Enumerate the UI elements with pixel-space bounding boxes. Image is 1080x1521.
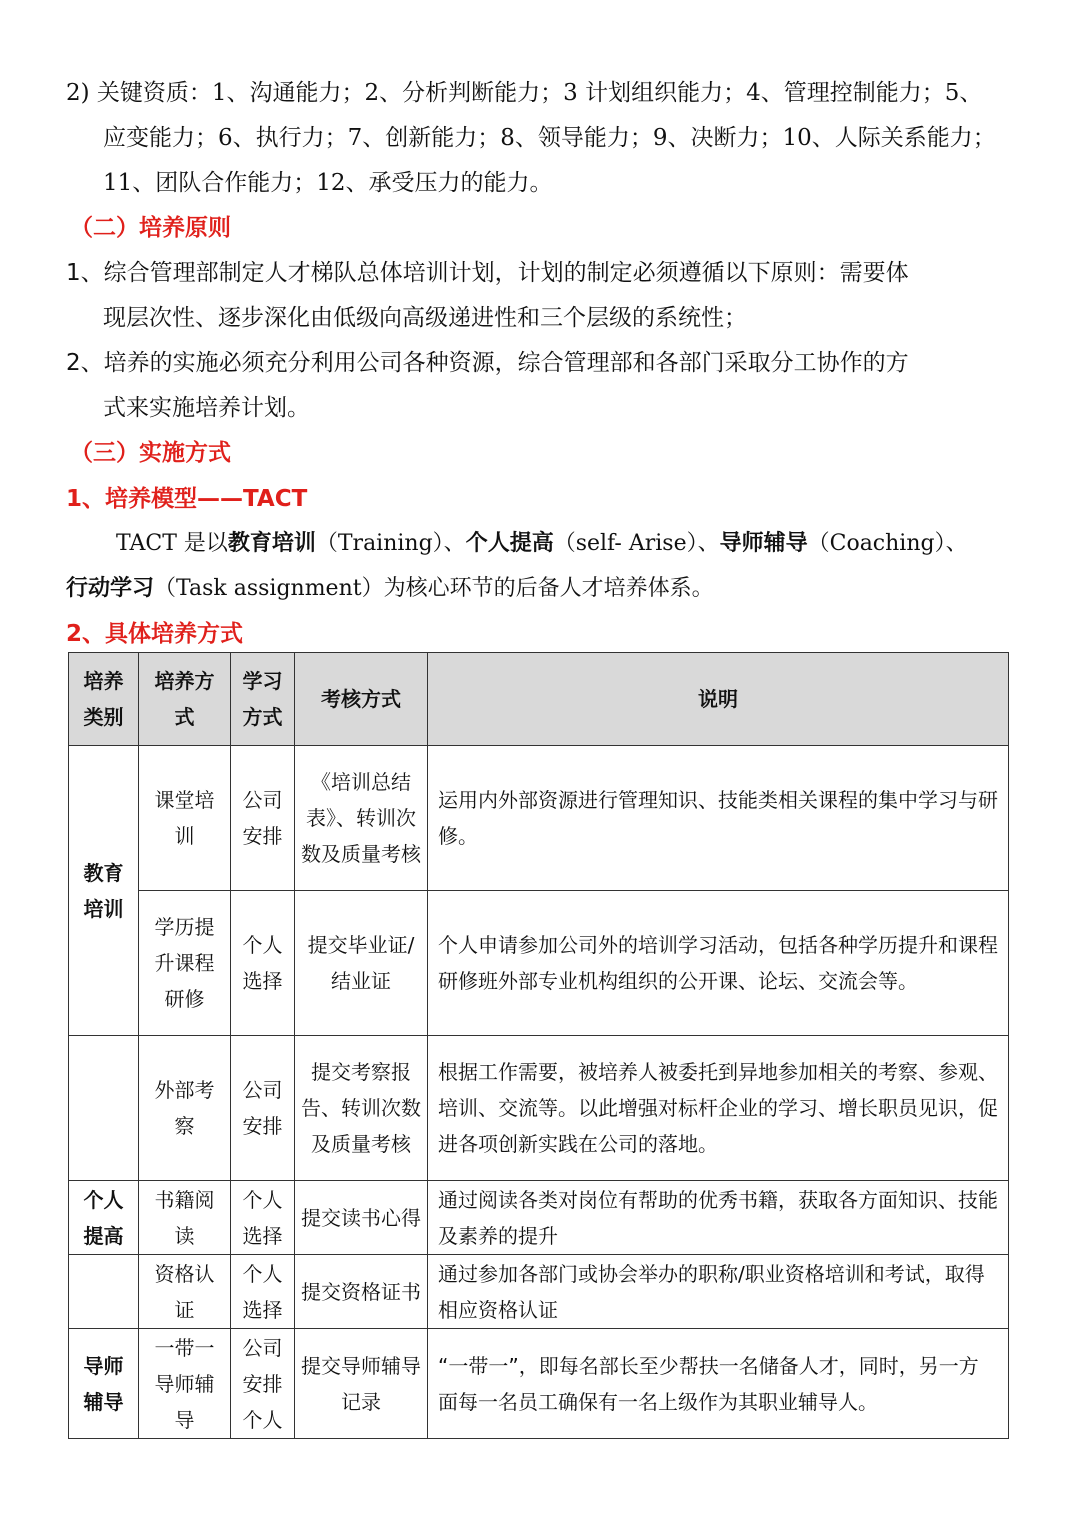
- row-assessment: 提交毕业证/结业证: [295, 891, 428, 1036]
- qualities-line-1: 2) 关键资质：1、沟通能力；2、分析判断能力；3 计划组织能力；4、管理控制能力；5、: [66, 80, 983, 106]
- table-row: [69, 891, 1009, 1036]
- row-method: 书籍阅读: [139, 1181, 231, 1255]
- tact-coaching-en: （Coaching）、: [807, 531, 968, 556]
- row-learning: 个人选择: [231, 1181, 295, 1255]
- row-learning: 个人选择: [231, 891, 295, 1036]
- row-method: 学历提升课程研修: [139, 891, 231, 1036]
- group-self: 个人提高: [69, 1181, 139, 1255]
- tact-training-bold: 教育培训: [227, 531, 316, 556]
- tact-arise-bold: 个人提高: [465, 531, 554, 556]
- principle-2-line-1: 2、培养的实施必须充分利用公司各种资源，综合管理部和各部门采取分工协作的方: [66, 350, 909, 376]
- row-method: 外部考察: [139, 1036, 231, 1181]
- row-assessment: 提交读书心得: [295, 1181, 428, 1255]
- table-row: [69, 746, 1009, 891]
- group-education: 教育培训: [69, 746, 139, 1036]
- header-learning: 学习方式: [231, 653, 295, 746]
- table-row: [69, 1329, 1009, 1439]
- tact-task-bold: 行动学习: [66, 576, 155, 601]
- methods-heading: 2、具体培养方式: [66, 621, 244, 647]
- row-description: 根据工作需要，被培养人被委托到异地参加相关的考察、参观、培训、交流等。以此增强对标杆企业的学习、增长职员见识，促进各项创新实践在公司的落地。: [428, 1036, 1009, 1181]
- training-methods-table: [68, 652, 1009, 1439]
- row-method: 一带一导师辅导: [139, 1329, 231, 1439]
- group-self-continued: [69, 1255, 139, 1329]
- tact-paragraph-line-1: [116, 529, 968, 559]
- table-row: [69, 1181, 1009, 1255]
- group-education-continued: [69, 1036, 139, 1181]
- row-description: 个人申请参加公司外的培训学习活动，包括各种学历提升和课程研修班外部专业机构组织的公开课、论坛、交流会等。: [428, 891, 1009, 1036]
- tact-arise-en: （self- Arise）、: [553, 531, 720, 556]
- principle-1-line-2: 现层次性、逐步深化由低级向高级递进性和三个层级的系统性；: [103, 305, 747, 331]
- row-assessment: 《培训总结表》、转训次数及质量考核: [295, 746, 428, 891]
- tact-paragraph-line-2: [66, 574, 714, 604]
- row-learning: 公司安排个人: [231, 1329, 295, 1439]
- header-method: 培养方式: [139, 653, 231, 746]
- model-heading: 1、培养模型——TACT: [66, 486, 308, 512]
- tact-training-en: （Training）、: [315, 531, 466, 556]
- row-assessment: 提交考察报告、转训次数及质量考核: [295, 1036, 428, 1181]
- row-learning: 公司安排: [231, 746, 295, 891]
- row-method: 课堂培训: [139, 746, 231, 891]
- qualities-line-3: 11、团队合作能力；12、承受压力的能力。: [103, 170, 553, 196]
- principle-1-line-1: 1、综合管理部制定人才梯队总体培训计划，计划的制定必须遵循以下原则：需要体: [66, 260, 909, 286]
- qualities-line-2: 应变能力；6、执行力；7、创新能力；8、领导能力；9、决断力；10、人际关系能力；: [103, 125, 996, 151]
- header-assessment: 考核方式: [295, 653, 428, 746]
- principles-heading: （二）培养原则: [70, 215, 231, 241]
- tact-intro: TACT 是以: [116, 531, 228, 556]
- row-assessment: 提交资格证书: [295, 1255, 428, 1329]
- tact-task-rest: （Task assignment）为核心环节的后备人才培养体系。: [154, 576, 714, 601]
- row-description: 通过阅读各类对岗位有帮助的优秀书籍，获取各方面知识、技能及素养的提升: [428, 1181, 1009, 1255]
- row-learning: 公司安排: [231, 1036, 295, 1181]
- tact-coaching-bold: 导师辅导: [719, 531, 808, 556]
- principle-2-line-2: 式来实施培养计划。: [103, 395, 310, 421]
- table-header-row: [69, 653, 1009, 746]
- row-description: 通过参加各部门或协会举办的职称/职业资格培训和考试，取得相应资格认证: [428, 1255, 1009, 1329]
- table-row: [69, 1036, 1009, 1181]
- row-description: “一带一”，即每名部长至少帮扶一名储备人才，同时，另一方面每一名员工确保有一名上级作为其职业辅导人。: [428, 1329, 1009, 1439]
- table-row: [69, 1255, 1009, 1329]
- implementation-heading: （三）实施方式: [70, 440, 231, 466]
- group-coaching: 导师辅导: [69, 1329, 139, 1439]
- header-category: 培养类别: [69, 653, 139, 746]
- header-description: 说明: [428, 653, 1009, 746]
- row-assessment: 提交导师辅导记录: [295, 1329, 428, 1439]
- row-learning: 个人选择: [231, 1255, 295, 1329]
- row-method: 资格认证: [139, 1255, 231, 1329]
- row-description: 运用内外部资源进行管理知识、技能类相关课程的集中学习与研修。: [428, 746, 1009, 891]
